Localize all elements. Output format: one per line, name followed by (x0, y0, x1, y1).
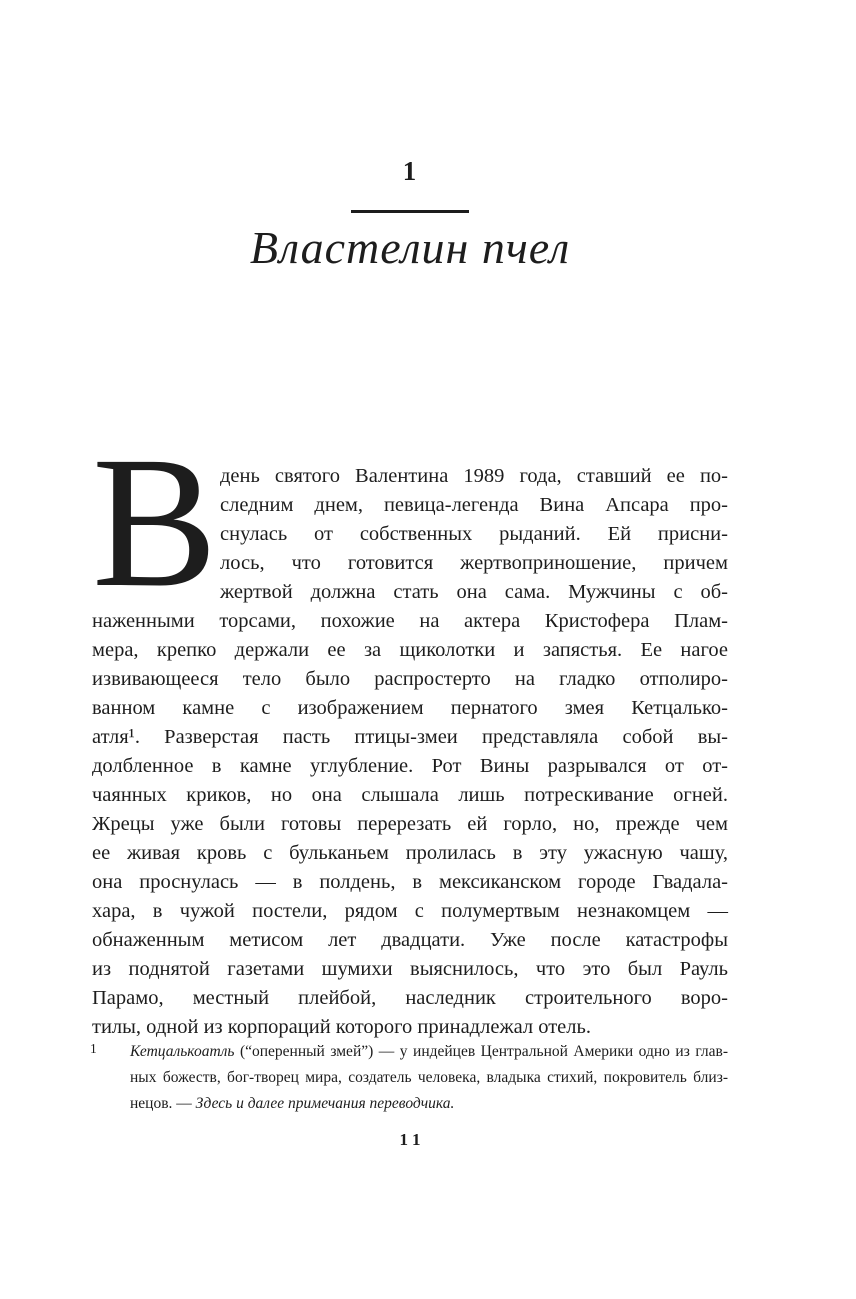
body-line: Парамо, местный плейбой, наследник строительного воро- (92, 987, 728, 1009)
page-number: 11 (399, 1130, 426, 1149)
body-line: снулась от собственных рыданий. Ей присни- (220, 523, 728, 545)
body-line: из поднятой газетами шумихи выяснилось, что это был Рауль (92, 958, 728, 980)
body-line: обнаженным метисом лет двадцати. Уже после катастрофы (92, 929, 728, 951)
body-line: ванном камне с изображением пернатого змея Кетцалько- (92, 697, 728, 719)
chapter-heading (92, 158, 728, 274)
body-line: тилы, одной из корпораций которого принадлежал отель. (92, 1016, 591, 1038)
body-line: мера, крепко держали ее за щиколотки и запястья. Ее нагое (92, 639, 728, 661)
body-line: день святого Валентина 1989 года, ставший ее по- (220, 465, 728, 487)
body-line: Жрецы уже были готовы перерезать ей горло, но, прежде чем (92, 813, 728, 835)
body-line: ее живая кровь с бульканьем пролилась в эту ужасную чашу, (92, 842, 728, 864)
body-line: хара, в чужой постели, рядом с полумертвым незнакомцем — (92, 900, 728, 922)
footnote-text: нецов. — (130, 1095, 196, 1112)
footnote-line: ных божеств, бог-творец мира, создатель человека, владыка стихий, покровитель близ- (130, 1069, 728, 1086)
body-line: извивающееся тело было распростерто на гладко отполиро- (92, 668, 728, 690)
body-line: лось, что готовится жертвоприношение, причем (220, 552, 728, 574)
footnote-text: (“оперенный змей”) — у индейцев Центральной Америки одно из глав- (234, 1043, 728, 1060)
footnote-marker: 1 (90, 1041, 97, 1056)
body-line: следним днем, певица-легенда Вина Апсара про- (220, 494, 728, 516)
footnote-line (92, 1039, 728, 1065)
chapter-number: 1 (402, 156, 418, 186)
body-line: атля¹. Разверстая пасть птицы-змеи представляла собой вы- (92, 726, 728, 748)
body-paragraph (92, 417, 728, 1042)
body-line: наженными торсами, похожие на актера Кристофера Плам- (92, 610, 728, 632)
footnote-term: Кетцалькоатль (130, 1043, 235, 1060)
footnote (92, 1039, 728, 1117)
chapter-rule (351, 210, 469, 213)
drop-cap: В (92, 417, 218, 626)
footnote-translator-note: Здесь и далее примечания переводчика. (195, 1095, 455, 1112)
body-line: она проснулась — в полдень, в мексиканском городе Гвадала- (92, 871, 728, 893)
footnote-line (92, 1091, 728, 1117)
body-line: жертвой должна стать она сама. Мужчины с об- (220, 581, 728, 603)
chapter-title: Властелин пчел (249, 222, 571, 273)
body-line: чаянных криков, но она слышала лишь потрескивание огней. (92, 784, 728, 806)
body-line: долбленное в камне углубление. Рот Вины разрывался от от- (92, 755, 728, 777)
